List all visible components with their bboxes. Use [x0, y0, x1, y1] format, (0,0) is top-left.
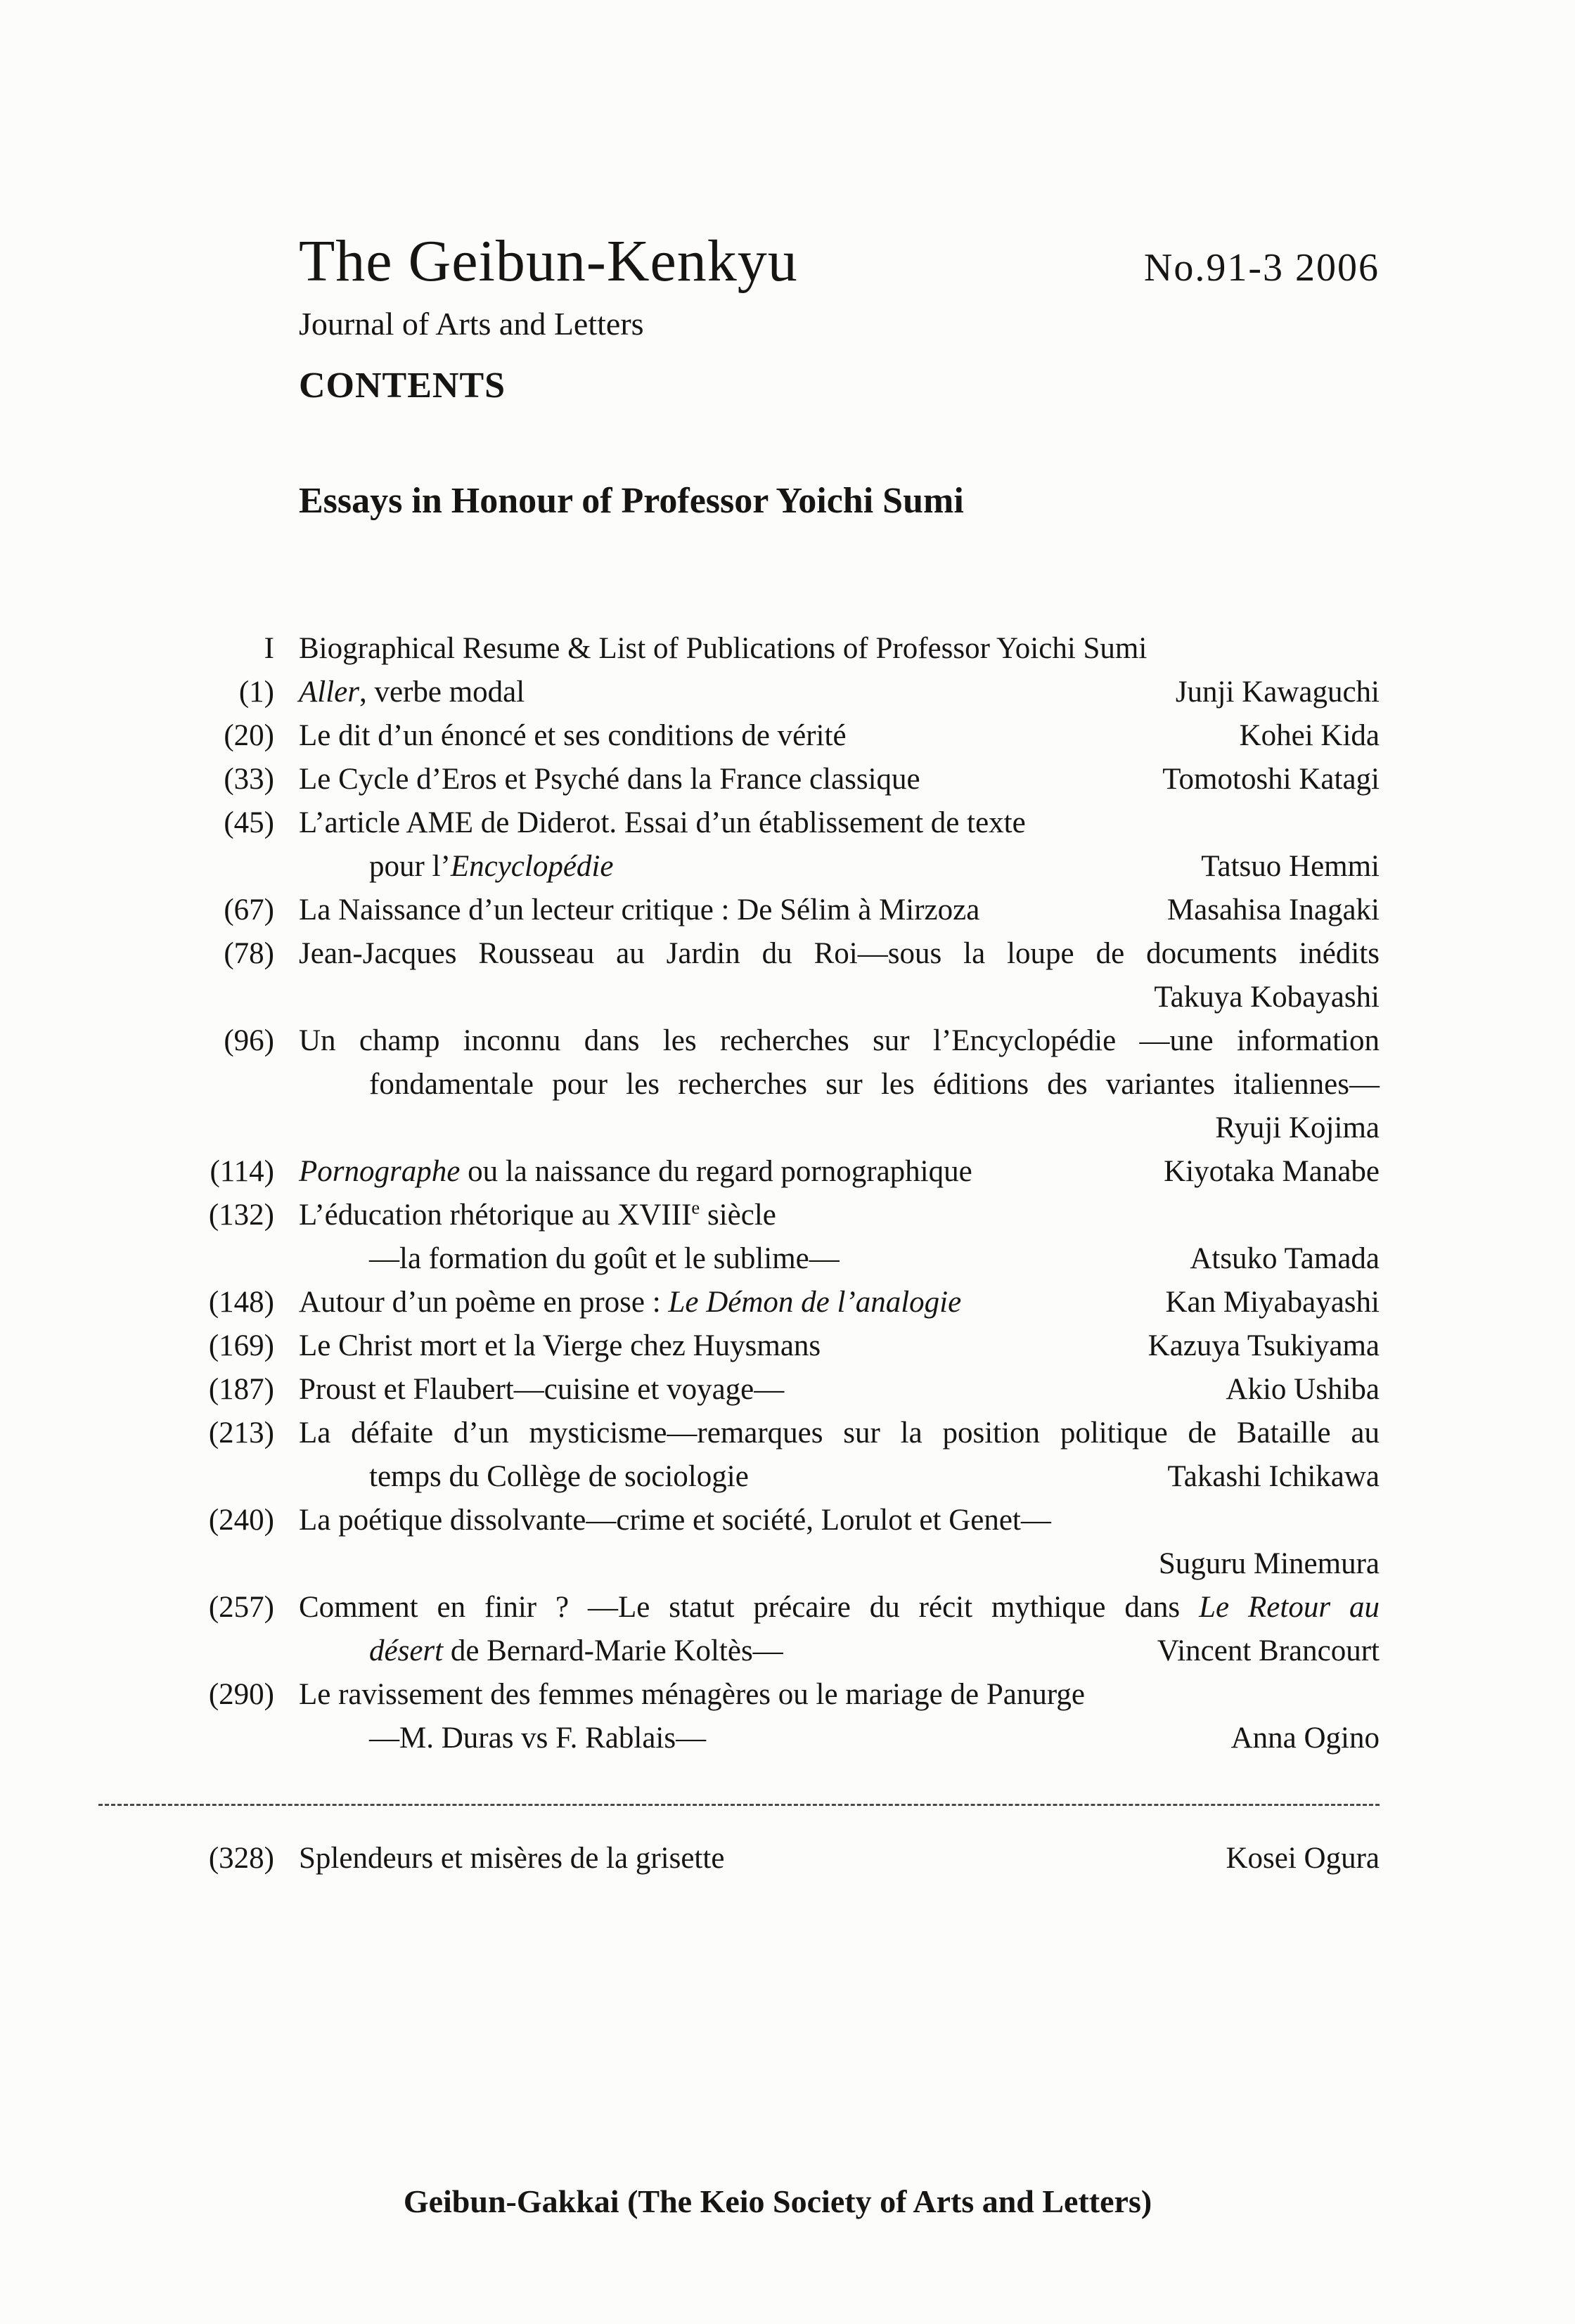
entry-page-number: (96)	[224, 1024, 274, 1057]
entry-author: Kohei Kida	[1239, 719, 1380, 752]
entry-author: Tatsuo Hemmi	[1201, 850, 1380, 883]
entry-page-number: (213)	[208, 1416, 274, 1450]
title-row	[299, 228, 1380, 294]
toc-row	[176, 1629, 1380, 1673]
entry-title: —M. Duras vs F. Rablais—	[369, 1722, 707, 1755]
entry-author: Akio Ushiba	[1226, 1373, 1380, 1406]
entry-author: Anna Ogino	[1230, 1722, 1380, 1755]
toc-row	[176, 889, 1380, 932]
entry-page-number: I	[264, 632, 274, 665]
entry-page-number: (1)	[238, 676, 274, 709]
entry-page-number: (328)	[208, 1842, 274, 1875]
entry-page-number: (33)	[224, 763, 274, 796]
toc-row	[176, 758, 1380, 801]
toc-row	[176, 1237, 1380, 1281]
entry-page-number: (290)	[208, 1678, 274, 1711]
entry-title: L’article AME de Diderot. Essai d’un établissement de texte	[299, 806, 1026, 839]
table-of-contents	[176, 627, 1380, 1760]
entry-author: Kiyotaka Manabe	[1164, 1155, 1380, 1188]
toc-row	[176, 714, 1380, 758]
entry-title: —la formation du goût et le sublime—	[369, 1242, 840, 1275]
entry-title: Pornographe ou la naissance du regard pornographique	[299, 1155, 972, 1188]
entry-title: Biographical Resume & List of Publications of Professor Yoichi Sumi	[299, 632, 1148, 665]
toc-row	[176, 1542, 1380, 1586]
toc-row	[176, 801, 1380, 845]
entry-author: Kazuya Tsukiyama	[1148, 1329, 1380, 1362]
entry-author: Kosei Ogura	[1226, 1842, 1380, 1875]
entry-title: Le Christ mort et la Vierge chez Huysmans	[299, 1329, 821, 1362]
toc-row	[176, 1368, 1380, 1412]
entry-page-number: (114)	[210, 1155, 274, 1188]
entry-title: Un champ inconnu dans les recherches sur l’Encyclopédie —une information	[299, 1024, 1380, 1057]
page-header	[176, 228, 1380, 522]
entry-page-number: (148)	[208, 1286, 274, 1319]
journal-title: The Geibun-Kenkyu	[299, 228, 798, 294]
toc-row	[176, 1717, 1380, 1760]
entry-title: temps du Collège de sociologie	[369, 1460, 749, 1493]
entry-author: Atsuko Tamada	[1190, 1242, 1380, 1275]
entry-page-number: (187)	[208, 1373, 274, 1406]
toc-row	[176, 1194, 1380, 1237]
entry-page-number: (45)	[224, 806, 274, 839]
entry-title: Splendeurs et misères de la grisette	[299, 1842, 725, 1875]
entry-title: Le Cycle d’Eros et Psyché dans la France classique	[299, 763, 920, 796]
entry-author: Tomotoshi Katagi	[1162, 763, 1380, 796]
toc-row	[176, 1281, 1380, 1324]
entry-author: Kan Miyabayashi	[1165, 1286, 1380, 1319]
toc-row	[176, 1673, 1380, 1717]
toc-row	[176, 1412, 1380, 1455]
toc-row	[176, 1455, 1380, 1499]
entry-page-number: (257)	[208, 1591, 274, 1624]
entry-title: désert de Bernard-Marie Koltès—	[369, 1634, 783, 1667]
entry-title: fondamentale pour les recherches sur les éditions des variantes italiennes—	[369, 1068, 1380, 1101]
toc-row	[176, 1019, 1380, 1063]
entry-title: Proust et Flaubert—cuisine et voyage—	[299, 1373, 785, 1406]
entry-author: Suguru Minemura	[1158, 1547, 1380, 1580]
entry-title: Autour d’un poème en prose : Le Démon de l’analogie	[299, 1286, 962, 1319]
toc-row	[176, 671, 1380, 714]
entry-title: La Naissance d’un lecteur critique : De Sélim à Mirzoza	[299, 893, 980, 927]
entry-author: Vincent Brancourt	[1157, 1634, 1380, 1667]
entry-title: pour l’Encyclopédie	[369, 850, 614, 883]
toc-row	[176, 845, 1380, 889]
toc-row	[176, 1150, 1380, 1194]
toc-row	[176, 1499, 1380, 1542]
publisher-footer: Geibun-Gakkai (The Keio Society of Arts and Letters)	[403, 2183, 1152, 2219]
entry-page-number: (240)	[208, 1504, 274, 1537]
toc-row	[176, 1324, 1380, 1368]
entry-author: Takuya Kobayashi	[1154, 981, 1380, 1014]
issue-number: No.91-3 2006	[1143, 246, 1380, 290]
entry-author: Ryuji Kojima	[1215, 1111, 1380, 1144]
contents-heading: CONTENTS	[299, 366, 506, 406]
toc-row	[176, 976, 1380, 1019]
toc-row	[176, 1106, 1380, 1150]
entry-title: Comment en finir ? —Le statut précaire du récit mythique dans Le Retour au	[299, 1591, 1380, 1624]
entry-title: Aller, verbe modal	[299, 676, 525, 709]
journal-subtitle: Journal of Arts and Letters	[299, 306, 644, 342]
section-title: Essays in Honour of Professor Yoichi Sumi	[299, 481, 964, 521]
entry-title: Le dit d’un énoncé et ses conditions de vérité	[299, 719, 847, 752]
entry-title: Jean-Jacques Rousseau au Jardin du Roi—sous la loupe de documents inédits	[299, 937, 1380, 970]
entry-page-number: (132)	[208, 1199, 274, 1232]
separator-rule	[98, 1804, 1380, 1806]
entry-title: La défaite d’un mysticisme—remarques sur la position politique de Bataille au	[299, 1416, 1380, 1450]
entry-page-number: (169)	[208, 1329, 274, 1362]
entry-title: La poétique dissolvante—crime et société, Lorulot et Genet—	[299, 1504, 1051, 1537]
entry-author: Junji Kawaguchi	[1175, 676, 1380, 709]
entry-page-number: (20)	[224, 719, 274, 752]
entry-page-number: (78)	[224, 937, 274, 970]
entry-title: L’éducation rhétorique au XVIIIe siècle	[299, 1196, 776, 1232]
appendix-entries	[176, 1837, 1380, 1880]
entry-author: Takashi Ichikawa	[1167, 1460, 1380, 1493]
entry-page-number: (67)	[224, 893, 274, 927]
toc-row	[176, 627, 1380, 671]
toc-row	[176, 1837, 1380, 1880]
toc-row	[176, 1586, 1380, 1629]
entry-author: Masahisa Inagaki	[1166, 893, 1380, 927]
toc-row	[176, 1063, 1380, 1106]
toc-row	[176, 932, 1380, 976]
entry-title: Le ravissement des femmes ménagères ou le mariage de Panurge	[299, 1678, 1085, 1711]
